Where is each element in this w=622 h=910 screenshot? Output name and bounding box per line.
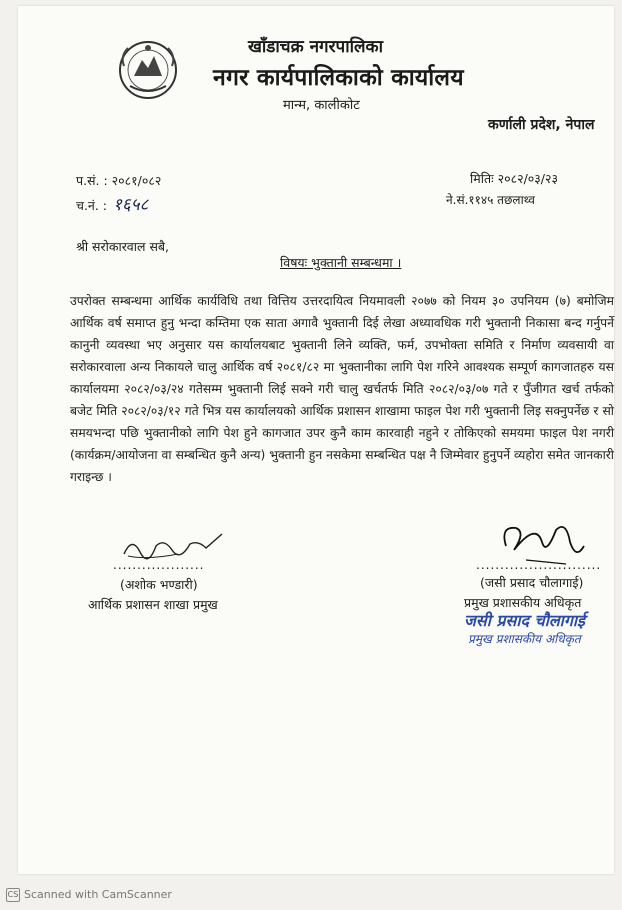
subject: विषयः भुक्तानी सम्बन्धमा ।	[280, 255, 402, 270]
letter-body: उपरोक्त सम्बन्धमा आर्थिक कार्यविधि तथा वित्तिय उत्तरदायित्व नियमावली २०७७ को नियम ३० उपनियम (७) बमोजिम आर्थिक वर्ष समाप्त हुनु भन्दा कम्तिमा एक साता अगावै भुक्तानी दिई लेखा अध्यावधिक गरी भुक्तानी निकासा बन्द गर्नुपर्ने कानुनी व्यवस्था भए अनुसार यस कार्यालयबाट भुक्तानी लिने व्यक्ति, फर्म, उपभोक्ता समिति र निर्माण व्यवसायी वा सरोकारवाला अन्य निकायले चालु आर्थिक वर्ष २०८१/८२ मा भुक्तानीका लागि पेश गरिने आवश्यक सम्पूर्ण कागजातहरु यस कार्यालयमा २०८२/०३/२४ गतेसम्म भुक्तानी लिई सक्ने गरी चालु खर्चतर्फ मिति २०८२/०३/०७ गते र पुँजीगत खर्च तर्फको बजेट मिति २०८२/०३/१२ गते भित्र यस कार्यालयको आर्थिक प्रशासन शाखामा फाइल पेश गरी भुक्तानी लिइ सक्नुपर्नेछ र सो समयभन्दा पछि भुक्तानीको लागि पेश हुने कागजात उपर कुनै काम कारवाही नहुने र तोकिएको समयमा फाइल पेश नगरी (कार्यक्रम/आयोजना वा सम्बन्धित कुनै अन्य) भुक्तानी हुन नसकेमा सम्बन्धित पक्ष नै जिम्मेवार हुनुपर्ने व्यहोरा समेत जानकारी गराइन्छ ।	[70, 294, 614, 484]
left-signatory-title: आर्थिक प्रशासन शाखा प्रमुख	[88, 597, 218, 612]
scanner-note: Scanned with CamScanner	[24, 888, 172, 901]
reference-number: प.सं. : २०८१/०८२	[76, 173, 162, 188]
dispatch-label: च.नं. :	[76, 198, 108, 213]
letter-date: मितिः २०८२/०३/२३	[470, 171, 558, 186]
org-name: खाँडाचक्र नगरपालिका	[248, 37, 383, 57]
stamp-name: जसी प्रसाद चौलागाई	[464, 611, 585, 630]
dispatch-number	[76, 192, 148, 215]
right-signatory-title: प्रमुख प्रशासकीय अधिकृत	[464, 595, 582, 610]
right-signatory-name: (जसी प्रसाद चौलागाई)	[480, 575, 584, 590]
org-place: मान्म, कालीकोट	[283, 98, 360, 113]
nepal-emblem-icon	[116, 36, 180, 106]
office-name: नगर कार्यपालिकाको कार्यालय	[213, 65, 464, 91]
left-signature-line: ...................	[113, 558, 205, 572]
nepal-samvat-date: ने.सं.११४५ तछलाथ्व	[446, 193, 535, 207]
stamp-title: प्रमुख प्रशासकीय अधिकृत	[468, 632, 581, 646]
scanner-watermark	[6, 888, 172, 902]
right-signature-line: ..........................	[476, 558, 602, 572]
recipient: श्री सरोकारवाल सबै,	[76, 239, 170, 254]
left-signatory-name: (अशोक भण्डारी)	[120, 577, 198, 592]
letter-page	[18, 6, 614, 874]
camscanner-icon: CS	[6, 888, 20, 902]
province: कर्णाली प्रदेश, नेपाल	[488, 117, 595, 133]
dispatch-value: १६५८	[113, 195, 149, 215]
